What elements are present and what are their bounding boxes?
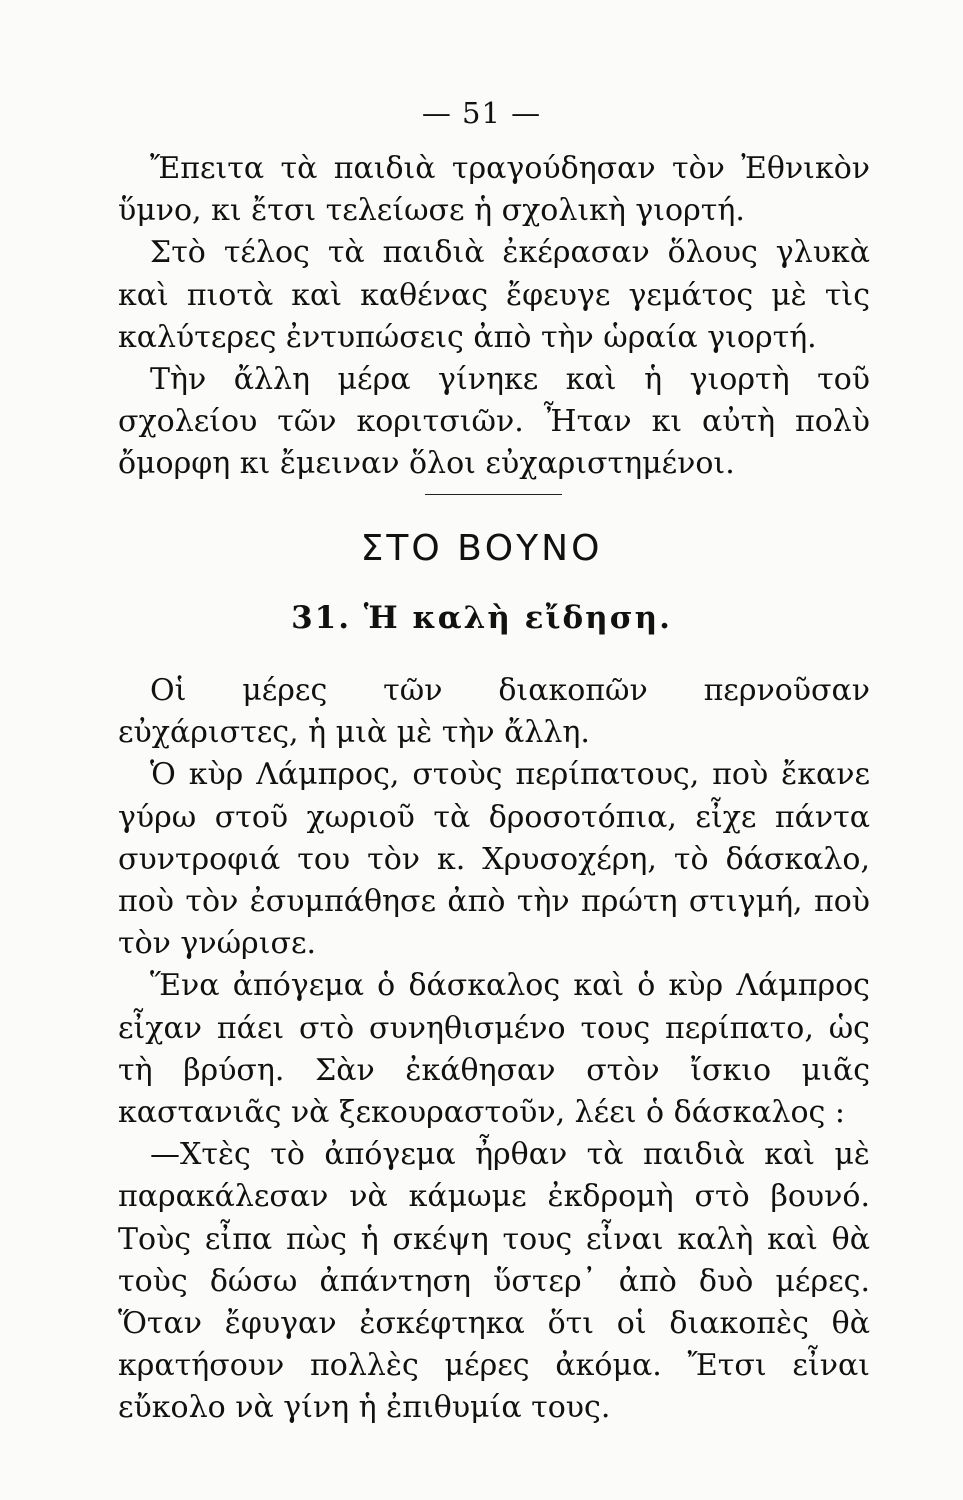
page-number: — 51 — — [421, 96, 542, 130]
paragraph: Τὴν ἄλλη μέρα γίνηκε καὶ ἡ γιορτὴ τοῦ σχολείου τῶν κοριτσιῶν. Ἦταν κι αὐτὴ πολὺ ὄμορφη κι ἔμειναν ὅλοι εὐχαριστημένοι. — [118, 362, 870, 482]
intro-text — [118, 148, 870, 486]
lesson-text — [118, 670, 870, 1430]
section-divider — [425, 494, 562, 495]
paragraph: Οἱ μέρες τῶν διακοπῶν περνοῦσαν εὐχάριστες, ἡ μιὰ μὲ τὴν ἄλλη. — [118, 673, 870, 751]
paragraph: Ἔπειτα τὰ παιδιὰ τραγούδησαν τὸν Ἐθνικὸν ὕμνο, κι ἔτσι τελείωσε ἡ σχολικὴ γιορτή. — [118, 151, 870, 229]
paragraph: Ὁ κὺρ Λάμπρος, στοὺς περίπατους, ποὺ ἔκανε γύρω στοῦ χωριοῦ τὰ δροσοτόπια, εἶχε πάντα συντροφιά του τὸν κ. Χρυσοχέρη, τὸ δάσκαλο, ποὺ τὸν ἐσυμπάθησε ἀπὸ τὴν πρώτη στιγμή, ποὺ τὸν γνώρισε. — [118, 757, 870, 962]
paragraph: Ἕνα ἀπόγεμα ὁ δάσκαλος καὶ ὁ κὺρ Λάμπρος εἶχαν πάει στὸ συνηθισμένο τους περίπατο, ὡς τὴ βρύση. Σὰν ἐκάθησαν στὸν ἴσκιο μιᾶς καστανιᾶς νὰ ξεκουραστοῦν, λέει ὁ δάσκαλος : — [118, 968, 870, 1131]
paragraph: —Χτὲς τὸ ἀπόγεμα ἦρθαν τὰ παιδιὰ καὶ μὲ παρακάλεσαν νὰ κάμωμε ἐκδρομὴ στὸ βουνό. Τοὺς εἶπα πὼς ἡ σκέψη τους εἶναι καλὴ καὶ θὰ τοὺς δώσω ἀπάντηση ὕστερ᾽ ἀπὸ δυὸ μέρες. Ὅταν ἔφυγαν ἐσκέφτηκα ὅτι οἱ διακοπὲς θὰ κρατήσουν πολλὲς μέρες ἀκόμα. Ἔτσι εἶναι εὔκολο νὰ γίνη ἡ ἐπιθυμία τους. — [118, 1137, 870, 1426]
section-title: ΣΤΟ ΒΟΥΝΟ — [360, 528, 603, 569]
paragraph: Στὸ τέλος τὰ παιδιὰ ἐκέρασαν ὅλους γλυκὰ καὶ πιοτὰ καὶ καθένας ἔφευγε γεμάτος μὲ τὶς καλύτερες ἐντυπώσεις ἀπὸ τὴν ὡραία γιορτή. — [118, 235, 870, 355]
lesson-title: 31. Ἡ καλὴ εἴδηση. — [291, 600, 672, 636]
